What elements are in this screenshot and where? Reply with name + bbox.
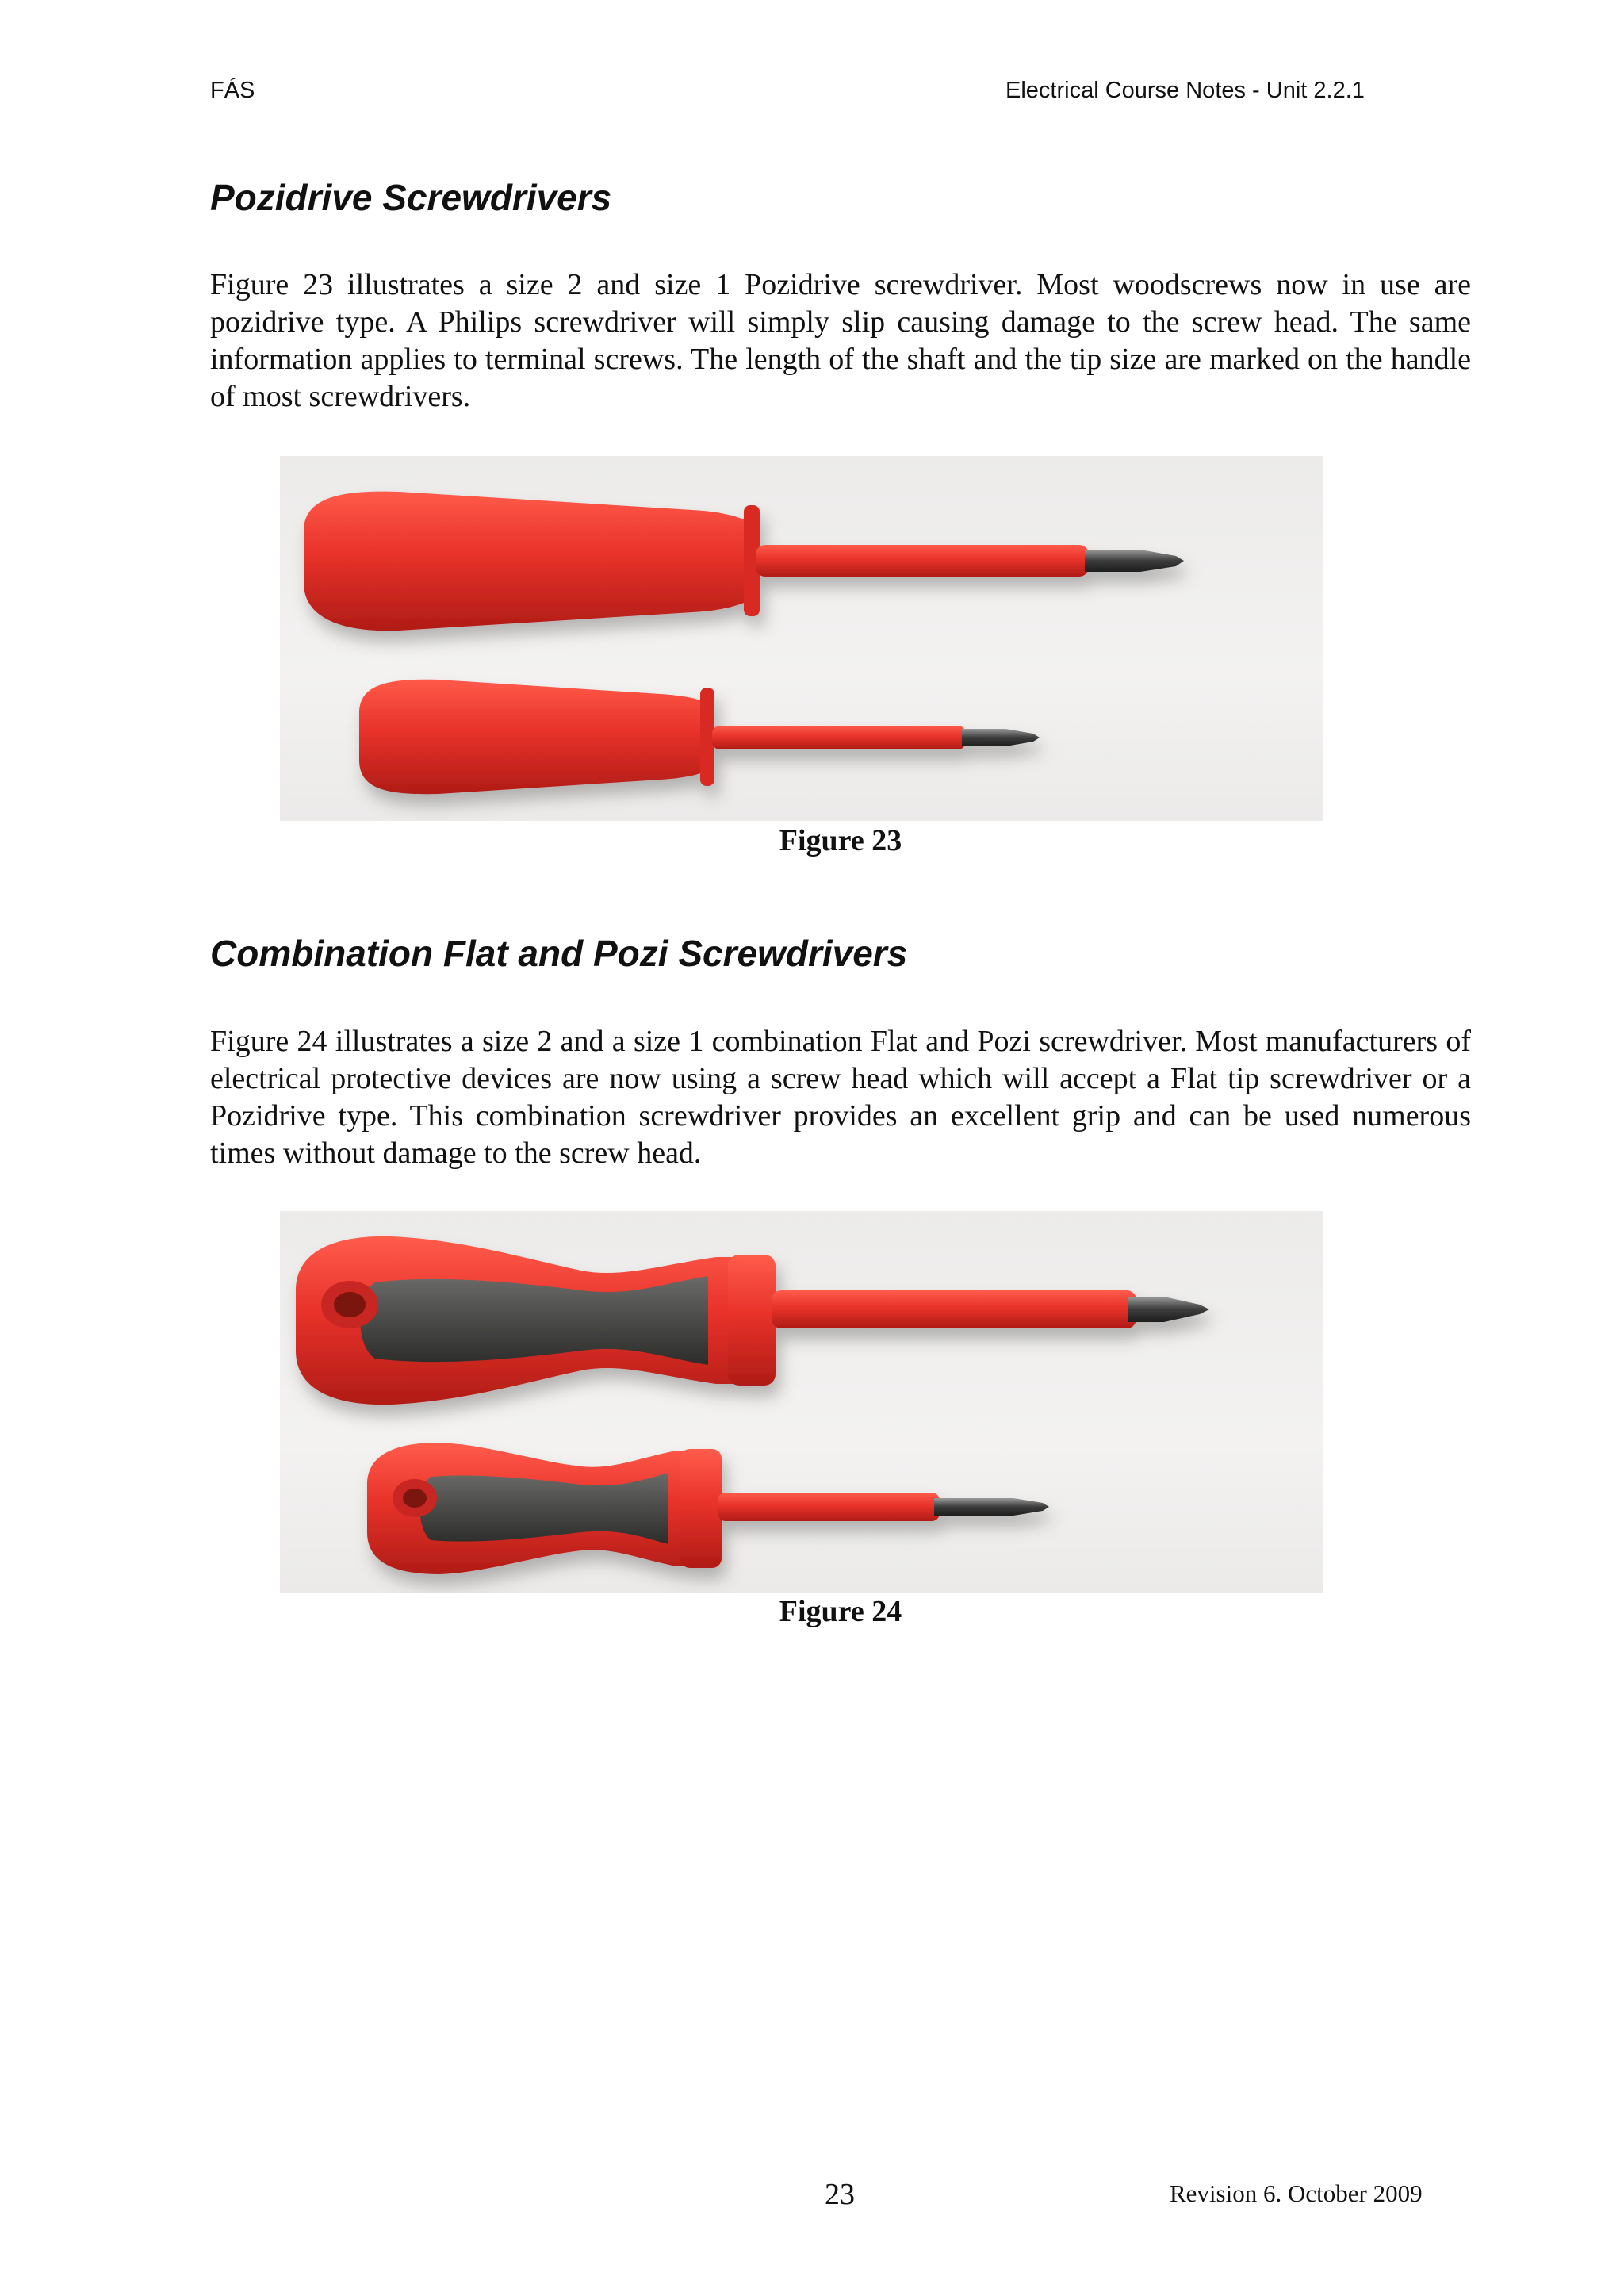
- header-organization: FÁS: [210, 78, 255, 103]
- page-number: 23: [825, 2178, 855, 2211]
- section-heading-combination: Combination Flat and Pozi Screwdrivers: [210, 933, 908, 974]
- header-course-title: Electrical Course Notes - Unit 2.2.1: [1005, 78, 1365, 103]
- combination-size-1-screwdriver: [367, 1443, 1049, 1574]
- pozidrive-size-1-screwdriver: [359, 680, 1040, 794]
- figure-24-caption: Figure 24: [779, 1595, 902, 1628]
- figure-24-photo: [280, 1211, 1323, 1593]
- combination-size-2-screwdriver: [296, 1236, 1209, 1405]
- figure-23-caption: Figure 23: [779, 824, 902, 857]
- section-paragraph-pozidrive: Figure 23 illustrates a size 2 and size 1 Pozidrive screwdriver. Most woodscrews now in use are pozidrive type. A Philips screwdriver will simply slip causing damage to the screw head. The same information applies to terminal screws. The length of the shaft and the tip size are marked on the handle of most screwdrivers.: [210, 268, 1471, 413]
- pozidrive-size-2-screwdriver: [304, 492, 1184, 631]
- section-heading-pozidrive: Pozidrive Screwdrivers: [210, 177, 612, 218]
- section-paragraph-combination: Figure 24 illustrates a size 2 and a size 1 combination Flat and Pozi screwdriver. Most manufacturers of electrical protective devices are now using a screw head which will accept a Flat tip screwdriver or a Pozidrive type. This combination screwdriver provides an excellent grip and can be used numerous times without damage to the screw head.: [210, 1025, 1471, 1170]
- figure-23-photo: [280, 456, 1323, 821]
- revision-note: Revision 6. October 2009: [1170, 2179, 1423, 2207]
